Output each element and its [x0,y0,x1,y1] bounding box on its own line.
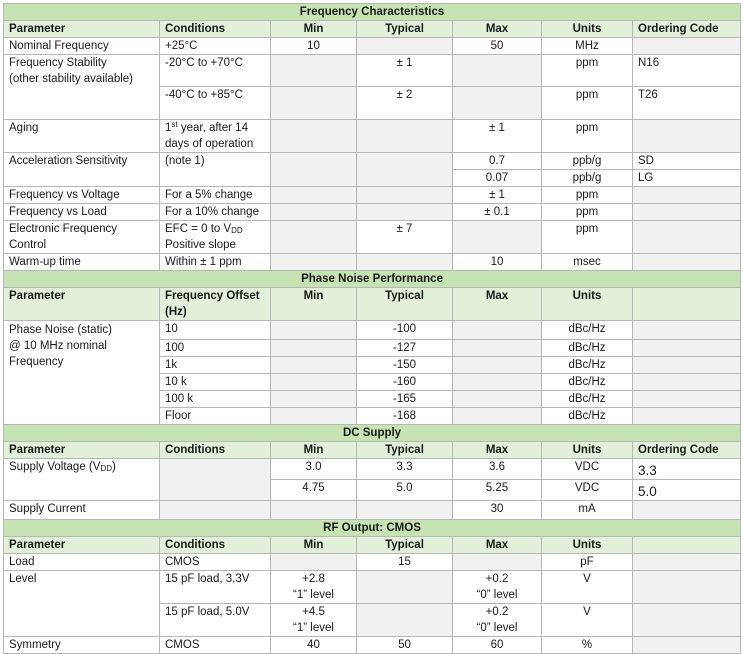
max-cell: 30 [453,501,542,520]
min-cell [271,120,357,153]
param-cell: Nominal Frequency [4,38,160,55]
conditions-cell: For a 5% change [160,187,271,204]
max-cell [453,340,542,357]
param-text: Supply Voltage (V [9,461,101,473]
col-header-typical: Typical [357,537,453,554]
units-cell: ppb/g [542,170,633,187]
ordering-code-cell: T26 [633,87,741,120]
header-row [4,537,741,554]
row-symmetry [4,637,741,654]
row-acceleration-sensitivity [4,153,741,170]
max-cell [453,221,542,254]
conditions-cell: CMOS [160,637,271,654]
typical-cell [357,501,453,520]
param-cell: Warm-up time [4,254,160,271]
ordering-code-cell [633,374,741,391]
col-header-max: Max [453,288,542,321]
section-title: Phase Noise Performance [4,271,741,288]
min-cell [271,571,357,604]
max-cell: 60 [453,637,542,654]
value-line: “1” level [293,622,334,634]
max-cell [453,87,542,120]
row-aging [4,120,741,153]
ordering-code-cell [633,321,741,340]
typical-cell [357,204,453,221]
offset-cell: 100 k [160,391,271,408]
ordering-code-cell [633,204,741,221]
conditions-cell: (note 1) [160,153,271,187]
param-cell: Frequency vs Load [4,204,160,221]
units-cell: dBc/Hz [542,391,633,408]
param-cell: Acceleration Sensitivity [4,153,160,187]
units-cell: ppm [542,55,633,87]
max-cell [453,374,542,391]
conditions-cell [160,120,271,153]
typical-cell [357,120,453,153]
col-header-frequency-offset [160,288,271,321]
row-frequency-stability [4,55,741,87]
row-warm-up-time [4,254,741,271]
max-cell [453,554,542,571]
col-header-max: Max [453,537,542,554]
offset-cell: 1k [160,357,271,374]
conditions-cell: CMOS [160,554,271,571]
min-cell [271,357,357,374]
max-cell: 5.25 [453,480,542,501]
ordering-code-cell [633,357,741,374]
ordering-code-cell [633,120,741,153]
min-cell [271,221,357,254]
typical-cell: ± 1 [357,55,453,87]
col-header-ordering-code: Ordering Code [633,21,741,38]
min-cell [271,374,357,391]
header-line: (Hz) [165,306,187,318]
cond-text: Positive slope [165,239,236,251]
col-header-max: Max [453,21,542,38]
value-line: “1” level [293,589,334,601]
offset-cell: Floor [160,408,271,425]
units-cell: ppb/g [542,153,633,170]
col-header-units: Units [542,442,633,459]
col-header-max: Max [453,442,542,459]
min-cell [271,187,357,204]
col-header-min: Min [271,537,357,554]
min-cell [271,604,357,637]
param-cell: Load [4,554,160,571]
typical-cell: ± 2 [357,87,453,120]
ordering-code-cell [633,221,741,254]
row-phase-noise [4,321,741,340]
ordering-code-cell [633,38,741,55]
units-cell: ppm [542,221,633,254]
param-cell [4,459,160,501]
ordering-code-cell [633,391,741,408]
max-cell: 0.07 [453,170,542,187]
row-supply-voltage [4,459,741,480]
col-header-parameter: Parameter [4,537,160,554]
header-row [4,442,741,459]
typical-cell [357,187,453,204]
ordering-code-cell [633,501,741,520]
units-cell: mA [542,501,633,520]
ordering-code-cell [633,571,741,604]
param-line: Phase Noise (static) [9,324,112,336]
typical-cell: 5.0 [357,480,453,501]
ordering-code-cell: N16 [633,55,741,87]
row-load [4,554,741,571]
typical-cell [357,571,453,604]
typical-cell: -150 [357,357,453,374]
cond-text: EFC = 0 to V [165,223,232,235]
cond-subscript: DD [231,226,243,235]
typical-cell: 3.3 [357,459,453,480]
min-cell [271,55,357,87]
typical-cell: -100 [357,321,453,340]
typical-cell [357,604,453,637]
units-cell: MHz [542,38,633,55]
ordering-code-cell [633,604,741,637]
units-cell: V [542,604,633,637]
min-cell [271,87,357,120]
max-cell [453,408,542,425]
specifications-table [3,3,741,654]
row-level [4,571,741,604]
typical-cell: -160 [357,374,453,391]
row-supply-current [4,501,741,520]
min-cell [271,204,357,221]
max-cell [453,571,542,604]
cond-text: year, after 14 [177,122,248,134]
param-cell [4,221,160,254]
col-header-typical: Typical [357,288,453,321]
col-header-parameter: Parameter [4,442,160,459]
conditions-cell: For a 10% change [160,204,271,221]
min-cell: 40 [271,637,357,654]
ordering-code-cell [633,254,741,271]
min-cell [271,408,357,425]
ordering-code-cell [633,187,741,204]
max-cell: 0.7 [453,153,542,170]
col-header-typical: Typical [357,21,453,38]
max-cell: ± 1 [453,120,542,153]
row-electronic-frequency-control [4,221,741,254]
typical-cell [357,153,453,187]
col-header-conditions: Conditions [160,537,271,554]
param-cell: Aging [4,120,160,153]
conditions-cell: +25°C [160,38,271,55]
conditions-cell [160,501,271,520]
units-cell: pF [542,554,633,571]
units-cell: dBc/Hz [542,374,633,391]
header-line: Frequency Offset [165,290,260,302]
col-header-units: Units [542,537,633,554]
param-cell [4,321,160,425]
min-cell [271,153,357,187]
col-header-min: Min [271,21,357,38]
typical-cell [357,254,453,271]
value-line: +0.2 [485,573,509,585]
section-phase-noise-performance [4,271,741,288]
cond-text: days of operation [165,138,254,150]
param-line: (other stability available) [9,73,134,85]
param-cell: Frequency vs Voltage [4,187,160,204]
col-header-min: Min [271,288,357,321]
param-subscript: DD [100,464,112,473]
conditions-cell: Within ± 1 ppm [160,254,271,271]
max-cell: 10 [453,254,542,271]
min-cell [271,554,357,571]
units-cell: dBc/Hz [542,408,633,425]
min-cell [271,391,357,408]
col-header-parameter: Parameter [4,21,160,38]
offset-cell: 100 [160,340,271,357]
value-line: +4.5 [302,606,325,618]
ordering-code-cell: 5.0 [633,480,741,501]
param-line: @ 10 MHz nominal [9,340,107,352]
col-header-conditions: Conditions [160,442,271,459]
units-cell: V [542,571,633,604]
col-header-units: Units [542,288,633,321]
ordering-code-cell [633,340,741,357]
max-cell [453,357,542,374]
section-frequency-characteristics [4,4,741,21]
row-frequency-vs-voltage [4,187,741,204]
units-cell: dBc/Hz [542,321,633,340]
typical-cell: ± 7 [357,221,453,254]
param-cell: Symmetry [4,637,160,654]
max-cell: ± 1 [453,187,542,204]
ordering-code-cell [633,554,741,571]
col-header-typical: Typical [357,442,453,459]
param-cell: Level [4,571,160,637]
col-header-empty [633,537,741,554]
min-cell: 3.0 [271,459,357,480]
section-title: RF Output: CMOS [4,520,741,537]
typical-cell [357,38,453,55]
min-cell: 4.75 [271,480,357,501]
offset-cell: 10 k [160,374,271,391]
max-cell: 50 [453,38,542,55]
param-cell [4,55,160,120]
col-header-parameter: Parameter [4,288,160,321]
max-cell [453,55,542,87]
min-cell [271,501,357,520]
units-cell: ppm [542,87,633,120]
row-nominal-frequency [4,38,741,55]
max-cell [453,604,542,637]
conditions-cell [160,221,271,254]
row-frequency-vs-load [4,204,741,221]
units-cell: dBc/Hz [542,340,633,357]
cond-text: 1 [165,122,172,134]
max-cell: ± 0.1 [453,204,542,221]
ordering-code-cell [633,637,741,654]
col-header-min: Min [271,442,357,459]
section-title: Frequency Characteristics [4,4,741,21]
header-row [4,21,741,38]
offset-cell: 10 [160,321,271,340]
conditions-cell: -40°C to +85°C [160,87,271,120]
section-title: DC Supply [4,425,741,442]
units-cell: ppm [542,204,633,221]
value-line: +0.2 [485,606,509,618]
param-text: ) [111,461,116,473]
conditions-cell: 15 pF load, 5.0V [160,604,271,637]
typical-cell: -168 [357,408,453,425]
units-cell: % [542,637,633,654]
min-cell [271,340,357,357]
min-cell [271,254,357,271]
section-rf-output-cmos [4,520,741,537]
conditions-cell: -20°C to +70°C [160,55,271,87]
col-header-empty [633,288,741,321]
value-line: “0” level [476,589,518,601]
value-line: +2.8 [302,573,325,585]
conditions-cell: 15 pF load, 3.3V [160,571,271,604]
units-cell: VDC [542,480,633,501]
ordering-code-cell: LG [633,170,741,187]
col-header-conditions: Conditions [160,21,271,38]
typical-cell: 50 [357,637,453,654]
param-line: Control [9,239,47,251]
conditions-cell [160,459,271,501]
param-line: Frequency Stability [9,57,107,69]
units-cell: VDC [542,459,633,480]
units-cell: ppm [542,187,633,204]
col-header-units: Units [542,21,633,38]
header-row [4,288,741,321]
min-cell [271,321,357,340]
ordering-code-cell [633,408,741,425]
max-cell: 3.6 [453,459,542,480]
ordering-code-cell: 3.3 [633,459,741,480]
param-line: Electronic Frequency [9,223,118,235]
col-header-ordering-code: Ordering Code [633,442,741,459]
typical-cell: -127 [357,340,453,357]
ordering-code-cell: SD [633,153,741,170]
param-cell: Supply Current [4,501,160,520]
param-line: Frequency [9,356,64,368]
max-cell [453,391,542,408]
typical-cell: 15 [357,554,453,571]
typical-cell: -165 [357,391,453,408]
value-line: “0” level [476,622,518,634]
min-cell: 10 [271,38,357,55]
max-cell [453,321,542,340]
units-cell: msec [542,254,633,271]
cond-superscript: st [171,120,178,129]
section-dc-supply [4,425,741,442]
units-cell: dBc/Hz [542,357,633,374]
units-cell: ppm [542,120,633,153]
